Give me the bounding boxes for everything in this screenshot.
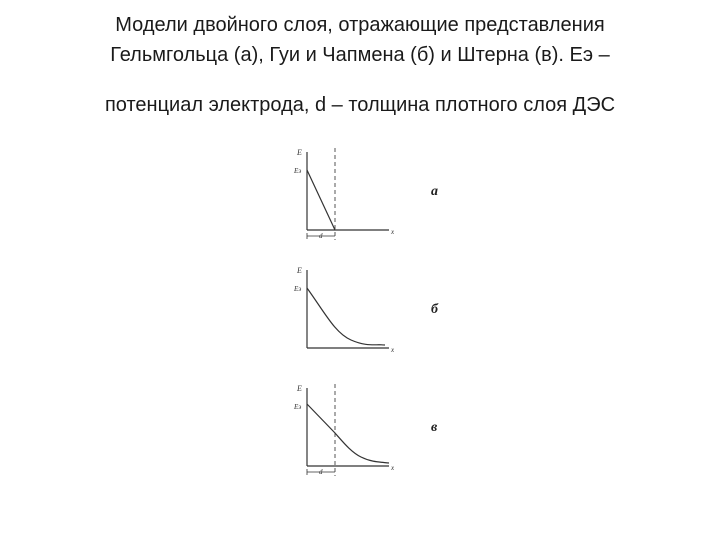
y-axis-label: E	[297, 148, 302, 157]
potential-curve	[307, 288, 385, 345]
y-tick-label: Eэ	[294, 403, 302, 411]
x-axis-label: x	[391, 228, 395, 236]
helmholtz-plot	[285, 140, 445, 252]
potential-curve	[307, 170, 335, 230]
title-line-2: Гельмгольца (а), Гуи и Чапмена (б) и Штерна (в). Еэ –	[110, 44, 610, 66]
y-tick-label: Eэ	[294, 167, 302, 175]
gouy-chapman-plot	[285, 258, 445, 370]
d-label: d	[319, 468, 323, 476]
panel-label-b: б	[431, 302, 438, 317]
panel-label-c: в	[431, 420, 438, 435]
panel-label-a: а	[431, 184, 438, 199]
x-axis-label: x	[391, 464, 395, 472]
y-axis-label: E	[297, 384, 302, 393]
d-label: d	[319, 232, 323, 240]
y-tick-label: Eэ	[294, 285, 302, 293]
diagram-helmholtz	[285, 140, 445, 252]
title-line-3: потенциал электрода, d – толщина плотного слоя ДЭС	[104, 94, 616, 116]
x-axis-label: x	[391, 346, 395, 354]
potential-curve	[307, 404, 389, 463]
diagram-stern	[285, 376, 445, 488]
diagram-gouy-chapman	[285, 258, 445, 370]
y-axis-label: E	[297, 266, 302, 275]
stern-plot	[285, 376, 445, 488]
title-line-1: Модели двойного слоя, отражающие представления	[115, 14, 605, 36]
